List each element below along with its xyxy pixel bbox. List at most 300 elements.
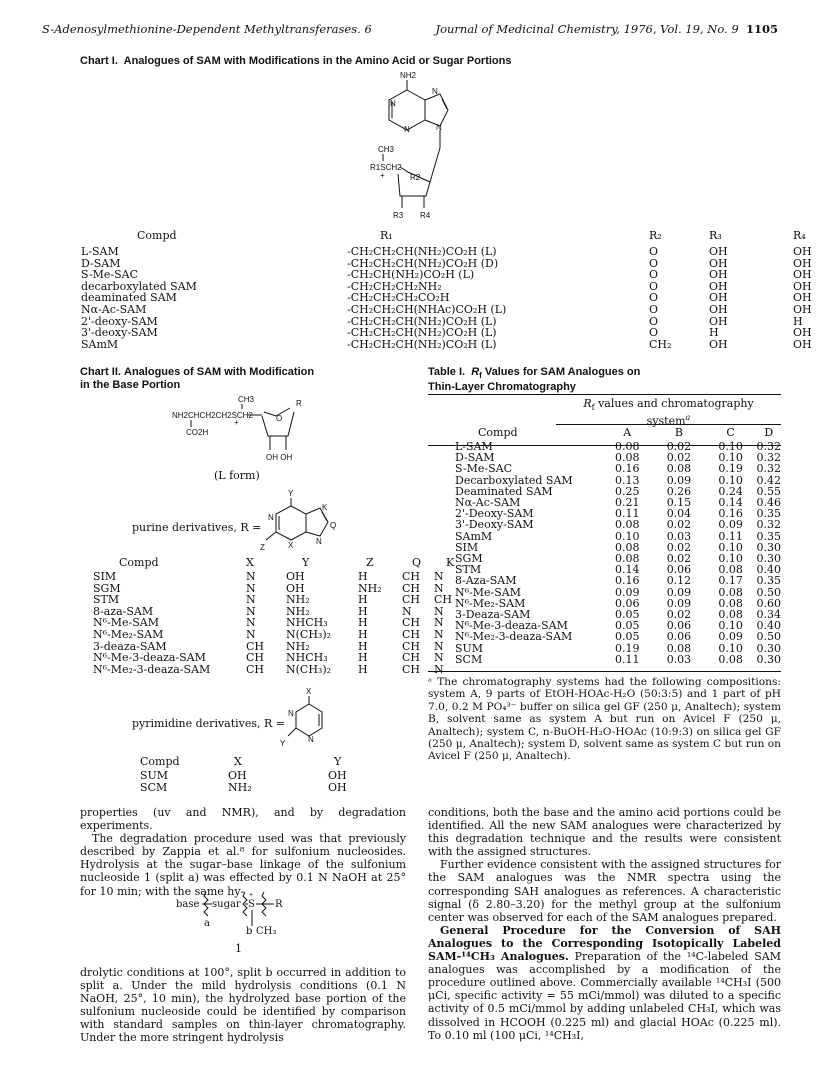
table1-row [428, 631, 781, 642]
pyr-row-cell: NH₂ [228, 780, 252, 794]
table1-top-rule [428, 394, 781, 395]
sulfonium-diagram [176, 888, 296, 936]
pyr-y: Y [280, 739, 286, 748]
chart1-row-cell: CH₂ [649, 337, 672, 351]
col-r3: R₃ [709, 229, 722, 242]
table1-row-cell: 0.15 [666, 496, 692, 510]
purine-row-cell: CH [246, 662, 265, 676]
table1-row-cell: 0.02 [666, 608, 692, 622]
table1-rf: R [471, 366, 480, 378]
purine-row-cell: N [434, 570, 444, 583]
table1-row-cell: 0.08 [666, 641, 692, 655]
chart1-row-cell: O [649, 256, 659, 270]
purine-row-cell: 8-aza-SAM [93, 604, 154, 618]
chart1-row-cell: O [649, 245, 659, 258]
table1-row [428, 519, 781, 530]
chart1-row-cell: O [649, 326, 659, 340]
table1-row-cell: 0.10 [718, 641, 743, 655]
purine-row [93, 652, 454, 664]
table1-row-cell: 0.02 [666, 451, 692, 465]
chart1-row-cell: -CH₂CH(NH₂)CO₂H (L) [347, 268, 475, 282]
chart1-row-cell: -CH₂CH₂CH(NH₂)CO₂H (L) [347, 314, 497, 328]
pyr-col-compd: Compd [140, 755, 180, 768]
pyr-col-y: Y [334, 755, 342, 768]
table1-row-cell: 0.25 [615, 484, 640, 498]
chart1-row-cell: OH [793, 291, 812, 305]
pyr-col-x: X [234, 755, 242, 768]
purine-row-cell: N [434, 651, 444, 665]
purine-row [93, 664, 454, 676]
t1-col-b: B [674, 426, 683, 439]
chart1-row-cell: OH [709, 256, 728, 270]
pur-col-z: Z [366, 556, 374, 569]
table1-row-cell: 0.09 [718, 518, 743, 532]
c2-o: O [276, 414, 283, 423]
pyr-n1: N [288, 709, 294, 718]
table1-row-cell: 0.11 [615, 652, 640, 666]
table1-row-cell: 0.17 [718, 574, 743, 588]
chart2-structure [172, 394, 352, 466]
table1-row-cell: 0.08 [615, 518, 640, 532]
struct-plus: + [380, 171, 385, 180]
purine-structure [260, 488, 350, 560]
diag-s: S [248, 899, 255, 910]
pyr-row-cell: OH [228, 769, 247, 782]
table1-row-cell: 0.30 [756, 641, 781, 655]
purine-row-cell: NH₂ [286, 639, 310, 653]
table1-row-cell: 0.10 [718, 540, 743, 554]
purine-row-cell: N [402, 604, 412, 618]
chart1-row-cell: decarboxylated SAM [81, 279, 197, 293]
chart1-row-cell: OH [793, 326, 812, 340]
diag-sugar: sugar [212, 899, 241, 910]
pyr-n2: N [308, 735, 314, 744]
left-body-top [80, 806, 406, 898]
pur-col-compd: Compd [119, 556, 159, 569]
purine-row-cell: N [246, 616, 256, 630]
chart1-row-cell: L-SAM [81, 245, 119, 258]
chart1-row-cell: O [649, 268, 659, 282]
table1-row-cell: 0.40 [756, 619, 781, 633]
chart1-table [81, 230, 812, 350]
purine-row-cell: OH [286, 581, 305, 595]
chart1-row-cell: H [793, 314, 803, 328]
table1-row-cell: 0.24 [718, 484, 743, 498]
purine-row-cell: N⁶-Me-SAM [93, 616, 159, 630]
table1-row-cell: N⁶-Me₂-3-deaza-SAM [455, 630, 573, 644]
pur-col-y: Y [302, 556, 310, 569]
pur-k: K [322, 503, 328, 512]
t1-col-compd: Compd [478, 426, 518, 439]
purine-row-cell: N⁶-Me₂-3-deaza-SAM [93, 662, 211, 676]
pur-col-q: Q [412, 556, 422, 569]
purine-row-cell: N [434, 581, 444, 595]
chart1-row-cell: OH [793, 279, 812, 293]
purine-row-cell: CH [246, 639, 265, 653]
table1-row-cell: 0.08 [718, 652, 743, 666]
left-p3: drolytic conditions at 100°, split b occurred in addition to split a. Under the mild hydrolysis conditions (0.1 N NaOH, 25°, 10 min), the hydrolyzed base portion of the sulfonium nucleoside could be identified by comparison with standard samples on thin-layer chromatography. Under the more stringent hydrolysis [80, 966, 406, 1045]
page-number: 1105 [745, 22, 778, 36]
table1-row-cell: 0.10 [615, 529, 640, 543]
struct-r1sch2: R1SCH2 [370, 163, 402, 172]
chart1-row [81, 327, 812, 339]
purine-row-cell: H [358, 604, 368, 618]
table1-row-cell: Deaminated SAM [455, 484, 553, 498]
table1-row-cell: 0.13 [615, 473, 640, 487]
table1-row-cell: 0.35 [756, 574, 781, 588]
table1-row-cell: 0.08 [615, 440, 640, 453]
struct-n9: N [436, 123, 442, 132]
chart1-row-cell: -CH₂CH₂CH(NH₂)CO₂H (L) [347, 337, 497, 351]
table1-row-cell: 0.09 [666, 596, 692, 610]
table1-row-cell: N⁶-Me-SAM [455, 585, 521, 599]
c2-co2h: CO2H [186, 428, 209, 437]
purine-row-cell: N [434, 616, 444, 630]
table1-row-cell: 0.11 [718, 529, 743, 543]
table1-span-sup: a [685, 412, 691, 422]
table1-row-cell: 0.21 [615, 496, 640, 510]
compound-number: 1 [235, 942, 242, 955]
purine-row [93, 583, 454, 595]
table1-span-l1: values and chromatography [598, 397, 754, 410]
purine-row-cell: CH [402, 662, 421, 676]
table1-row-cell: 3-Deaza-SAM [455, 608, 531, 622]
table1-row-cell: 0.06 [666, 630, 692, 644]
purine-table [93, 557, 454, 675]
col-r2: R₂ [649, 229, 662, 242]
table1-row-cell: 0.16 [615, 462, 640, 476]
purine-row-cell: CH [402, 570, 421, 583]
table1-row [428, 575, 781, 586]
chart1-row-cell: -CH₂CH₂CH(NHAc)CO₂H (L) [347, 302, 507, 316]
pyrimidine-structure [260, 686, 330, 752]
table1-row-cell: L-SAM [455, 440, 493, 453]
table1-row-cell: 0.34 [756, 608, 781, 622]
table1-row-cell: 0.55 [756, 484, 781, 498]
table1-row-cell: SCM [455, 652, 483, 666]
table1-row-cell: 0.03 [666, 652, 692, 666]
table1-row-cell: 0.32 [756, 451, 781, 465]
purine-row-cell: OH [286, 570, 305, 583]
chart1-row-cell: -CH₂CH₂CH₂CO₂H [347, 291, 450, 305]
table1-row-cell: 0.19 [615, 641, 640, 655]
chart2-title-l2: in the Base Portion [80, 379, 181, 392]
chart1-row-cell: OH [709, 291, 728, 305]
pyr-row [140, 770, 347, 782]
table1-row-cell: SIM [455, 540, 479, 554]
table1-row-cell: 0.42 [756, 473, 781, 487]
purine-row-cell: H [358, 616, 368, 630]
table1-row [428, 654, 781, 665]
table1-row-cell: 0.30 [756, 652, 781, 666]
t1-col-a: A [623, 426, 632, 439]
table1-row-cell: 2'-Deoxy-SAM [455, 507, 534, 521]
t1-col-d: D [764, 426, 774, 439]
col-compd: Compd [137, 229, 177, 242]
table1-row-cell: S-Me-SAC [455, 462, 513, 476]
table1-row-cell: 0.08 [615, 552, 640, 566]
right-body [428, 806, 781, 1042]
purine-row-cell: 3-deaza-SAM [93, 639, 167, 653]
chart1-row-cell: deaminated SAM [81, 291, 177, 305]
table1-row-cell: 0.09 [718, 630, 743, 644]
diag-base: base [176, 899, 200, 910]
chart1-row-cell: -CH₂CH₂CH₂NH₂ [347, 279, 442, 293]
purine-row-cell: SIM [93, 570, 117, 583]
table1-span-rf-sub: f [591, 403, 595, 413]
purine-row-cell: N(CH₃)₂ [286, 662, 332, 676]
table1-span-rule [556, 424, 781, 425]
purine-row-cell: NHCH₃ [286, 616, 328, 630]
pyr-row [140, 782, 347, 794]
table1-title-l2: Thin-Layer Chromatography [428, 380, 576, 393]
chart1-row-cell: O [649, 279, 659, 293]
table1-row [428, 463, 781, 474]
table1-row-cell: 0.02 [666, 518, 692, 532]
table1-row-cell: 0.06 [666, 619, 692, 633]
chart1-row-cell: OH [709, 302, 728, 316]
table1-row-cell: 8-Aza-SAM [455, 574, 517, 588]
chart1-row-cell: OH [793, 302, 812, 316]
table1-row-cell: 0.35 [756, 529, 781, 543]
right-p1: conditions, both the base and the amino acid portions could be identified. All the new SAM analogues were characterized by this degradation technique and the results were consistent with the assigned structures. [428, 806, 781, 859]
c2-ch3: CH3 [238, 395, 255, 404]
pur-n2: N [316, 537, 322, 546]
pyr-row-cell: OH [328, 769, 347, 782]
chart1-row-cell: OH [709, 314, 728, 328]
table1-rf-sub: f [479, 371, 482, 381]
struct-ch3: CH3 [378, 145, 395, 154]
left-p2: The degradation procedure used was that previously described by Zappia et al.⁸ for sulfonium nucleosides. Hydrolysis at the sugar–base linkage of the sulfonium nucleoside 1 (split a) was effected by 0.1 N NaOH at 25° for 10 min; with the same hy- [80, 832, 406, 898]
chart1-row-cell: -CH₂CH₂CH(NH₂)CO₂H (D) [347, 256, 499, 270]
purine-row-cell: N [246, 627, 256, 641]
table1-row-cell: Decarboxylated SAM [455, 473, 573, 487]
right-p2: Further evidence consistent with the assigned structures for the SAM analogues was the NMR spectra using the corresponding SAH analogues as references. A characteristic signal (δ 2.80–3.20) for the methyl group at the sulfonium center was observed for each of the SAM analogues prepared. [428, 858, 781, 924]
table1-row-cell: 0.32 [756, 518, 781, 532]
chart1-row-cell: OH [793, 245, 812, 258]
table1-bottom-rule [428, 671, 781, 672]
table1-row-cell: SGM [455, 552, 483, 566]
table1-row-cell: 0.12 [666, 574, 692, 588]
table1-row-cell: 0.14 [615, 563, 640, 577]
struct-nh2: NH2 [400, 71, 417, 80]
purine-row-cell: N(CH₃)₂ [286, 627, 332, 641]
chart1-row [81, 246, 812, 258]
diag-r: R [275, 899, 283, 910]
table1-row-cell: 0.09 [615, 585, 640, 599]
table1-row-cell: 0.08 [615, 540, 640, 554]
purine-row-cell: H [358, 593, 368, 607]
purine-row-cell: N [246, 581, 256, 595]
chart1-row-cell: OH [709, 337, 728, 351]
purine-row [93, 571, 454, 583]
struct-n1: N [390, 99, 396, 108]
chart2-title [80, 366, 314, 393]
table1-row-cell: 0.08 [718, 596, 743, 610]
chart1-row-cell: H [709, 326, 719, 340]
col-r4: R₄ [793, 229, 806, 242]
purine-row-cell: CH [246, 651, 265, 665]
chart1-title [80, 55, 511, 68]
chart1-header-row [81, 230, 812, 246]
table1-row-cell: 0.09 [666, 585, 692, 599]
pyr-row-cell: SUM [140, 769, 169, 782]
chart2-title-l1: Analogues of SAM with Modification [124, 366, 315, 378]
table1-row-cell: 0.04 [666, 507, 692, 521]
c2-ohoh: OH OH [266, 453, 293, 462]
purine-header-row [93, 557, 454, 571]
pur-z: Z [260, 543, 265, 552]
pyrimidine-table [140, 756, 347, 793]
purine-row-cell: NH₂ [286, 593, 310, 607]
table1-title [428, 366, 640, 394]
table1-row-cell: 0.09 [666, 473, 692, 487]
table1-row-cell: 0.08 [718, 608, 743, 622]
pur-n1: N [268, 513, 274, 522]
table1-row-cell: 0.10 [718, 473, 743, 487]
table1-row-cell: 0.14 [718, 496, 743, 510]
diag-a: a [204, 918, 210, 929]
table1-row-cell: 0.05 [615, 608, 640, 622]
chart1-title-text: Analogues of SAM with Modifications in the Amino Acid or Sugar Portions [123, 55, 512, 67]
table1-row-cell: 0.02 [666, 440, 692, 453]
right-p3-text: Preparation of the ¹⁴C-labeled SAM analogues was accomplished by a modification of the procedure outlined above. Commercially available ¹⁴CH₃I (500 μCi, specific activity = 55 mCi/mmol) was diluted to a specific activity of 0.5 mCi/mmol by adding unlabeled CH₃I, which was dissolved in HCOOH (0.225 ml) and glacial HOAc (0.225 ml). To 0.10 ml (100 μCi, ¹⁴CH₃I, [428, 950, 781, 1042]
chart1-row-cell: Nα-Ac-SAM [81, 302, 147, 316]
table1-row-cell: 0.10 [718, 451, 743, 465]
purine-row-cell: N [246, 604, 256, 618]
table1-row-cell: 0.08 [718, 585, 743, 599]
purine-row-cell: N [434, 639, 444, 653]
header-journal-citation: Journal of Medicinal Chemistry, 1976, Vol. 19, No. 9 [435, 22, 739, 36]
table1-row-cell: STM [455, 563, 482, 577]
purine-row-cell: CH [402, 581, 421, 595]
pur-col-k: K [446, 556, 455, 569]
l-form-note: (L form) [214, 469, 260, 482]
purine-row-cell: H [358, 651, 368, 665]
table1-row-cell: 0.40 [756, 563, 781, 577]
table1-row-cell: SAmM [455, 529, 493, 543]
table1-row-cell: N⁶-Me₂-SAM [455, 596, 526, 610]
table1-row-cell: 0.50 [756, 630, 781, 644]
c2-r: R [296, 399, 302, 408]
chart1-row-cell: OH [709, 268, 728, 282]
table1-row-cell: 0.60 [756, 596, 781, 610]
table1-row-cell: 0.02 [666, 552, 692, 566]
table1-row-cell: 0.32 [756, 440, 781, 453]
c2-plus: + [234, 418, 239, 427]
chart1-label: Chart I. [80, 55, 118, 67]
table1-row-cell: 0.08 [615, 451, 640, 465]
table1-row-cell: 0.46 [756, 496, 781, 510]
purine-row-cell: CH [402, 616, 421, 630]
purine-row-cell: H [358, 627, 368, 641]
chart1-row-cell: O [649, 302, 659, 316]
chart1-row-cell: OH [793, 337, 812, 351]
diag-ch3: CH₃ [256, 926, 277, 937]
t1-col-c: C [726, 426, 735, 439]
chart1-row-cell: O [649, 314, 659, 328]
c2-chain: NH2CHCH2CH2SCH2 [172, 411, 253, 420]
table1-row-cell: 0.32 [756, 462, 781, 476]
table1-row-cell: 3'-Deoxy-SAM [455, 518, 534, 532]
table1-label: Table I. [428, 366, 466, 378]
table1-row-cell: 0.10 [718, 440, 743, 453]
table1-row-cell: 0.05 [615, 630, 640, 644]
pur-col-x: X [246, 556, 254, 569]
chart1-row-cell: O [649, 291, 659, 305]
left-body-bottom [80, 966, 406, 1045]
purine-row-cell: N [434, 662, 444, 676]
table1-row-cell: Nα-Ac-SAM [455, 496, 521, 510]
table1-row-cell: 0.50 [756, 585, 781, 599]
purine-row-cell: CH [402, 651, 421, 665]
table1-row-cell: SUM [455, 641, 484, 655]
table1-row-cell: 0.30 [756, 540, 781, 554]
chart1-row-cell: D-SAM [81, 256, 121, 270]
table1 [428, 427, 781, 665]
table1-row-cell: D-SAM [455, 451, 495, 465]
struct-r3: R3 [393, 211, 404, 220]
struct-r2: R2 [410, 173, 421, 182]
purine-row-cell: STM [93, 593, 120, 607]
header-journal [435, 22, 778, 36]
table1-row-cell: 0.08 [718, 563, 743, 577]
purine-row-cell: SGM [93, 581, 121, 595]
purine-row-cell: H [358, 662, 368, 676]
table1-row-cell: 0.11 [615, 507, 640, 521]
chart1-row-cell: 3'-deoxy-SAM [81, 326, 158, 340]
running-header [42, 22, 778, 38]
col-r1: R₁ [380, 229, 393, 242]
pur-x: X [288, 541, 294, 550]
table1-row-cell: 0.35 [756, 507, 781, 521]
table1-row-cell: 0.10 [718, 552, 743, 566]
struct-n3: N [404, 125, 410, 134]
table1-header-row [428, 427, 781, 441]
purine-row-cell: H [358, 570, 368, 583]
diag-b: b [246, 926, 253, 937]
purine-row-cell: N [434, 627, 444, 641]
chart1-row-cell: SAmM [81, 337, 119, 351]
table1-row-cell: 0.06 [615, 596, 640, 610]
pyr-x: X [306, 687, 312, 696]
diag-plus: + [249, 892, 254, 899]
chart1-row-cell: -CH₂CH₂CH(NH₂)CO₂H (L) [347, 326, 497, 340]
chart1-row-cell: S-Me-SAC [81, 268, 139, 282]
purine-caption: purine derivatives, R = [132, 521, 262, 534]
table1-span-rf: R [583, 397, 592, 410]
purine-row-cell: N [246, 593, 256, 607]
table1-title-rest: Values for SAM Analogues on [484, 366, 641, 378]
purine-row-cell: N [246, 570, 256, 583]
struct-r4: R4 [420, 211, 431, 220]
chart1-row-cell: OH [793, 268, 812, 282]
purine-row-cell: N⁶-Me₂-SAM [93, 627, 164, 641]
header-article-title: S-Adenosylmethionine-Dependent Methyltransferases. 6 [42, 22, 372, 36]
pyrimidine-caption: pyrimidine derivatives, R = [132, 717, 286, 730]
chart1-row-cell: OH [793, 256, 812, 270]
table1-span-l2: system [646, 414, 686, 428]
chart1-row-cell: 2'-deoxy-SAM [81, 314, 158, 328]
pur-y: Y [288, 489, 294, 498]
chart1-row [81, 339, 812, 351]
table1-row-cell: 0.02 [666, 540, 692, 554]
pyr-row-cell: SCM [140, 780, 168, 794]
right-p3-heading: General Procedure for the Conversion of SAH Analogues to the Corresponding Isotopically Labeled SAM-¹⁴CH₃ Analogues. [428, 923, 781, 964]
chart1-row-cell: OH [709, 279, 728, 293]
purine-row-cell: NH₂ [286, 604, 310, 618]
purine-row-cell: CH [434, 593, 453, 607]
